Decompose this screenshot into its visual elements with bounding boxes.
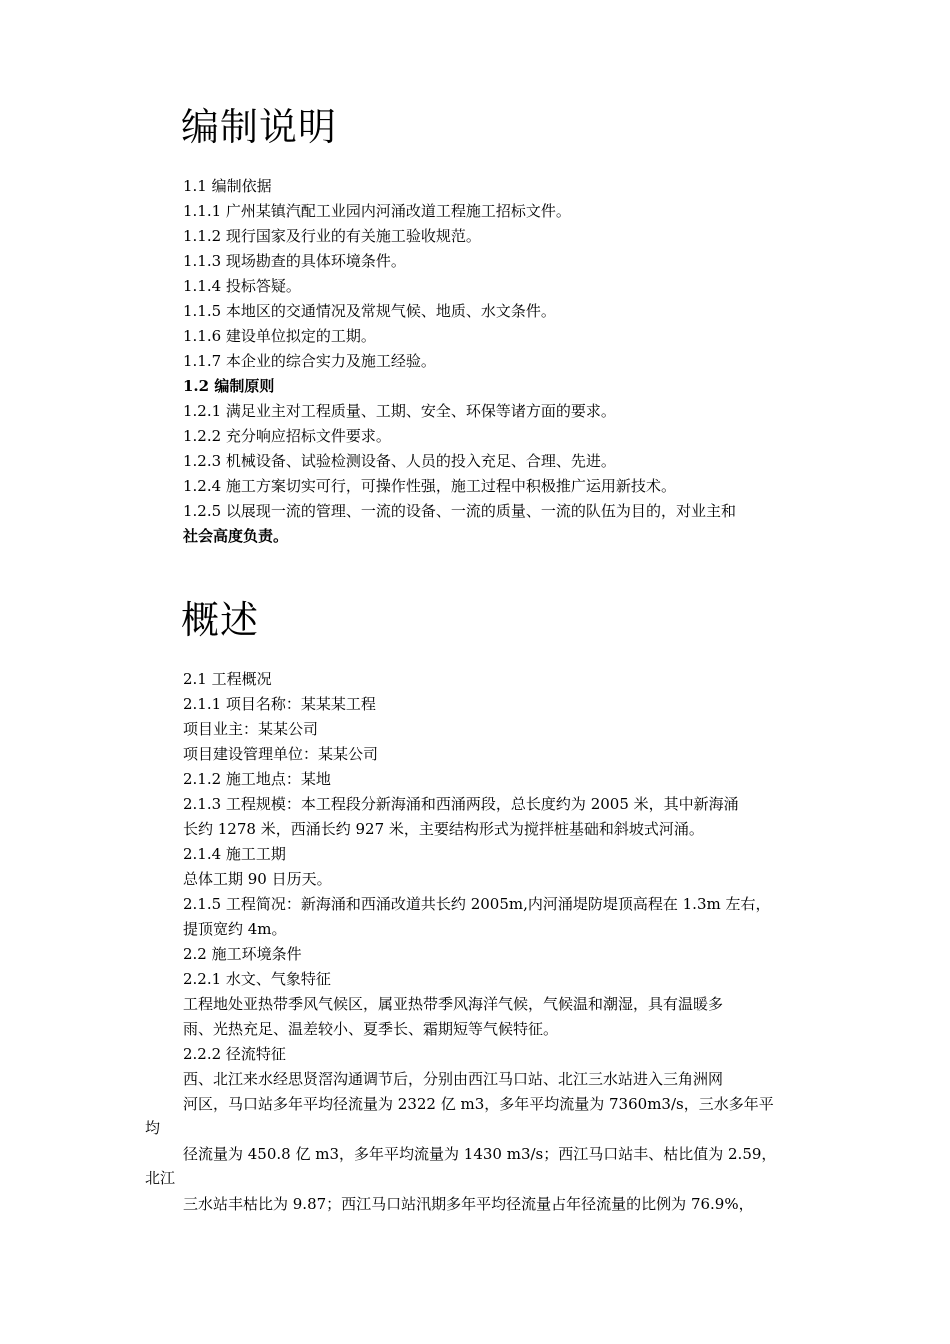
paragraph-line: 项目建设管理单位：某某公司 — [183, 745, 379, 763]
paragraph-line: 河区，马口站多年平均径流量为 2322 亿 m3，多年平均流量为 7360m3/s，三水多年平 — [183, 1095, 774, 1113]
paragraph-line: 1.1.6 建设单位拟定的工期。 — [183, 327, 376, 345]
paragraph-line: 2.2 施工环境条件 — [183, 945, 302, 963]
paragraph-line: 1.1.2 现行国家及行业的有关施工验收规范。 — [183, 227, 481, 245]
paragraph-line: 径流量为 450.8 亿 m3，多年平均流量为 1430 m3/s；西江马口站丰、枯比值为 2.59， — [183, 1145, 777, 1163]
paragraph-line: 2.1.5 工程简况：新海涌和西涌改道共长约 2005m,内河涌堤防堤顶高程在 1.3m 左右， — [183, 895, 771, 913]
paragraph-line: 2.1 工程概况 — [183, 670, 272, 688]
paragraph-line: 1.2.2 充分响应招标文件要求。 — [183, 427, 391, 445]
paragraph-line: 总体工期 90 日历天。 — [183, 870, 332, 888]
paragraph-line: 提顶宽约 4m。 — [183, 920, 287, 938]
paragraph-line: 雨、光热充足、温差较小、夏季长、霜期短等气候特征。 — [183, 1020, 559, 1038]
paragraph-line: 三水站丰枯比为 9.87；西江马口站汛期多年平均径流量占年径流量的比例为 76.9%， — [183, 1195, 754, 1213]
paragraph-line: 2.1.4 施工工期 — [183, 845, 286, 863]
paragraph-line: 2.2.1 水文、气象特征 — [183, 970, 331, 988]
paragraph-line: 2.1.3 工程规模：本工程段分新海涌和西涌两段，总长度约为 2005 米，其中新海涌 — [183, 795, 739, 813]
paragraph-line: 1.2.1 满足业主对工程质量、工期、安全、环保等诸方面的要求。 — [183, 402, 616, 420]
paragraph-line: 西、北江来水经思贤滘沟通调节后，分别由西江马口站、北江三水站进入三角洲网 — [183, 1070, 724, 1088]
paragraph-line: 社会高度负责。 — [183, 527, 289, 545]
subsection-heading: 1.2 编制原则 — [183, 377, 275, 395]
paragraph-line: 北江 — [145, 1169, 176, 1187]
paragraph-line: 1.2.5 以展现一流的管理、一流的设备、一流的质量、一流的队伍为目的，对业主和 — [183, 502, 736, 520]
section-title-overview: 概述 — [181, 598, 260, 642]
paragraph-line: 1.1 编制依据 — [183, 177, 272, 195]
paragraph-line: 1.2.3 机械设备、试验检测设备、人员的投入充足、合理、先进。 — [183, 452, 616, 470]
paragraph-line: 工程地处亚热带季风气候区，属亚热带季风海洋气候，气候温和潮湿，具有温暖多 — [183, 995, 724, 1013]
paragraph-line: 1.1.7 本企业的综合实力及施工经验。 — [183, 352, 436, 370]
paragraph-line: 1.1.1 广州某镇汽配工业园内河涌改道工程施工招标文件。 — [183, 202, 571, 220]
paragraph-line: 2.1.1 项目名称：某某某工程 — [183, 695, 376, 713]
paragraph-line: 项目业主：某某公司 — [183, 720, 319, 738]
paragraph-line: 1.1.5 本地区的交通情况及常规气候、地质、水文条件。 — [183, 302, 556, 320]
paragraph-line: 1.1.3 现场勘查的具体环境条件。 — [183, 252, 406, 270]
paragraph-line: 2.2.2 径流特征 — [183, 1045, 286, 1063]
paragraph-line: 长约 1278 米，西涌长约 927 米，主要结构形式为搅拌桩基础和斜坡式河涌。 — [183, 820, 704, 838]
section-title-compilation-notes: 编制说明 — [181, 105, 338, 149]
paragraph-line: 1.2.4 施工方案切实可行，可操作性强，施工过程中积极推广运用新技术。 — [183, 477, 676, 495]
paragraph-line: 2.1.2 施工地点：某地 — [183, 770, 331, 788]
paragraph-line: 均 — [145, 1119, 161, 1137]
paragraph-line: 1.1.4 投标答疑。 — [183, 277, 301, 295]
